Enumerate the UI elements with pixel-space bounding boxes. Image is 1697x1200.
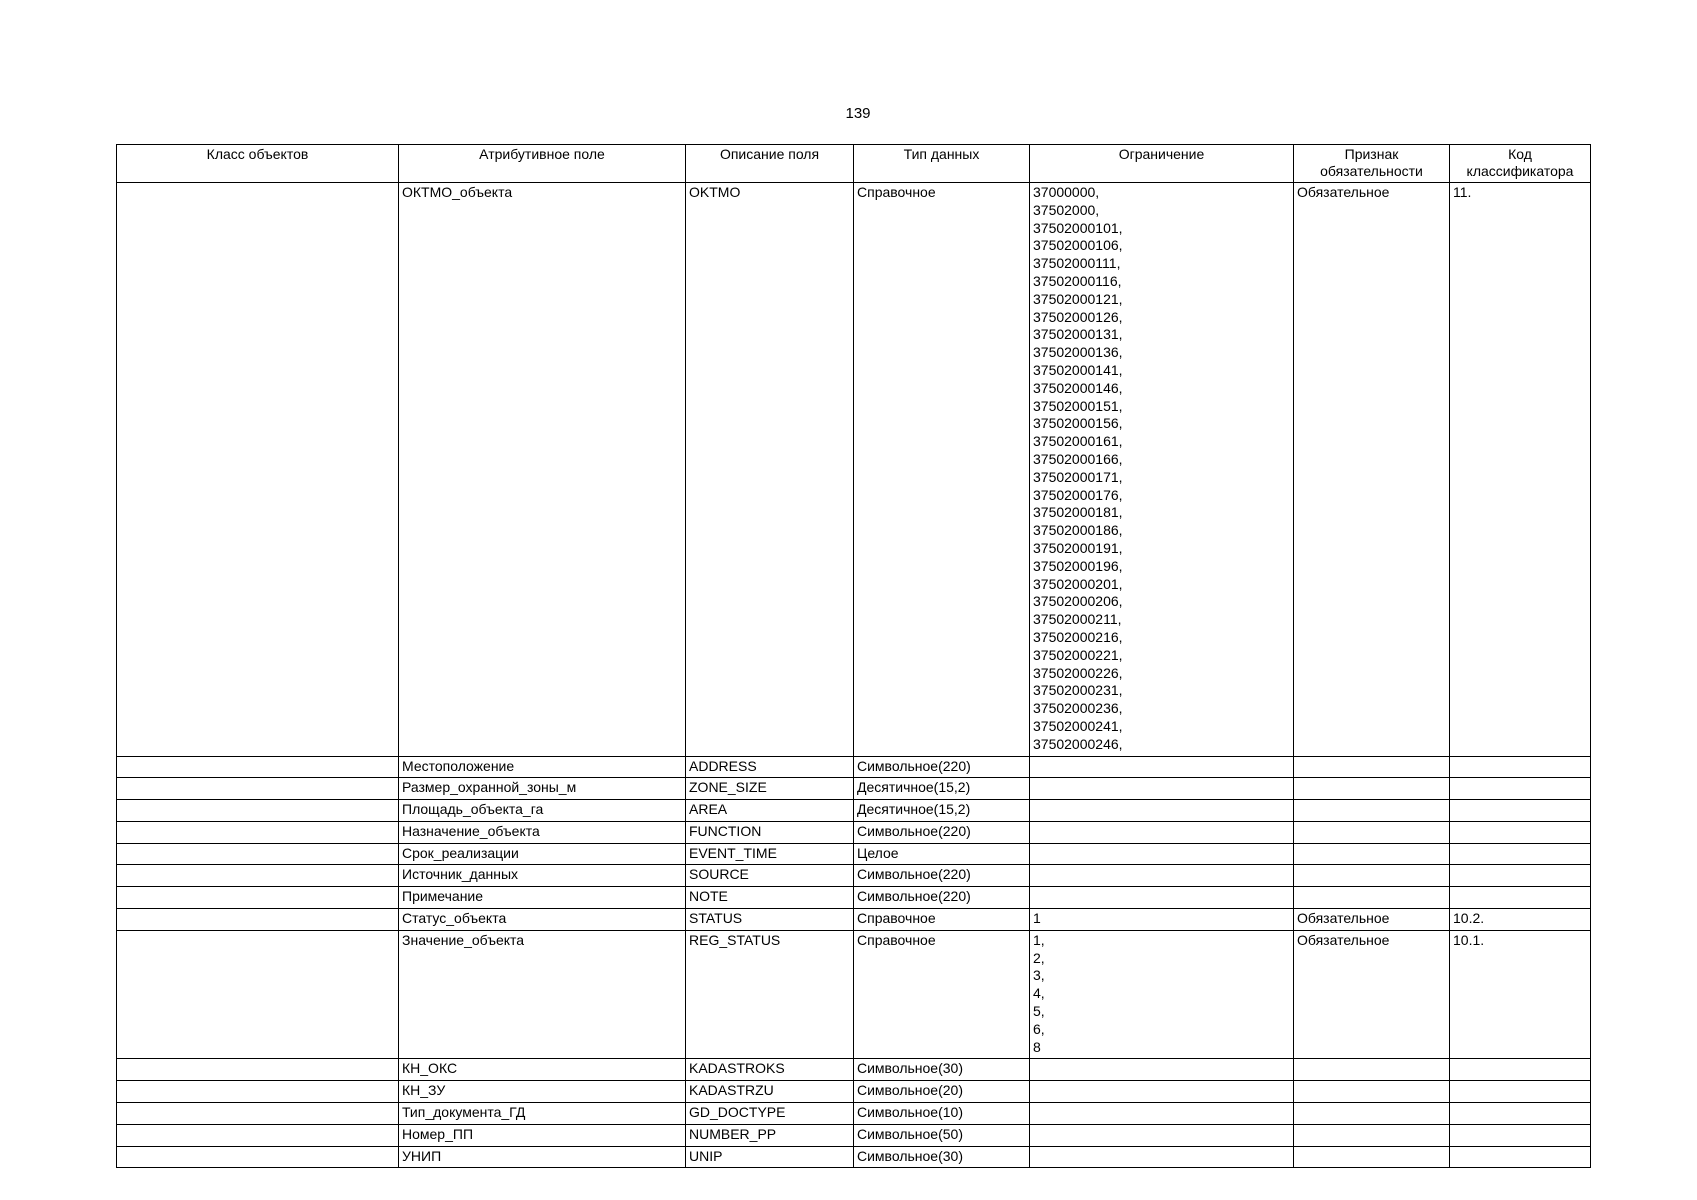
cell-classifier-code	[1450, 1081, 1591, 1103]
cell-classifier-code: 11.	[1450, 183, 1591, 757]
cell-attribute-field: Источник_данных	[399, 865, 686, 887]
cell-constraint	[1030, 1124, 1294, 1146]
cell-attribute-field: КН_ОКС	[399, 1059, 686, 1081]
cell-object-class	[117, 1124, 399, 1146]
cell-object-class	[117, 800, 399, 822]
cell-field-description: KADASTROKS	[686, 1059, 854, 1081]
cell-constraint	[1030, 843, 1294, 865]
table-row	[117, 1103, 1591, 1125]
cell-field-description: ADDRESS	[686, 756, 854, 778]
cell-required-flag	[1294, 865, 1450, 887]
cell-object-class	[117, 1059, 399, 1081]
cell-classifier-code: 10.2.	[1450, 909, 1591, 931]
cell-data-type: Символьное(220)	[854, 865, 1030, 887]
cell-object-class	[117, 1146, 399, 1168]
cell-classifier-code	[1450, 756, 1591, 778]
cell-object-class	[117, 865, 399, 887]
cell-classifier-code	[1450, 843, 1591, 865]
column-header-classifier-code: Код классификатора	[1450, 145, 1591, 183]
cell-object-class	[117, 1103, 399, 1125]
table-row	[117, 821, 1591, 843]
cell-data-type: Символьное(30)	[854, 1146, 1030, 1168]
cell-field-description: STATUS	[686, 909, 854, 931]
cell-constraint: 37000000, 37502000, 37502000101, 37502000106, 37502000111, 37502000116, 37502000121, 37502000126, 37502000131, 37502000136, 37502000141, 37502000146, 37502000151, 37502000156, 37502000161, 37502000166, 37502000171, 37502000176, 37502000181, 37502000186, 37502000191, 37502000196, 37502000201, 37502000206, 37502000211, 37502000216, 37502000221, 37502000226, 37502000231, 37502000236, 37502000241, 37502000246,	[1030, 183, 1294, 757]
cell-data-type: Десятичное(15,2)	[854, 800, 1030, 822]
table-header-row	[117, 145, 1591, 183]
cell-constraint	[1030, 778, 1294, 800]
cell-constraint	[1030, 865, 1294, 887]
cell-required-flag	[1294, 756, 1450, 778]
table-row	[117, 843, 1591, 865]
cell-attribute-field: Назначение_объекта	[399, 821, 686, 843]
cell-object-class	[117, 183, 399, 757]
table-row	[117, 1059, 1591, 1081]
cell-data-type: Символьное(220)	[854, 821, 1030, 843]
table-row	[117, 1124, 1591, 1146]
cell-attribute-field: УНИП	[399, 1146, 686, 1168]
cell-field-description: ZONE_SIZE	[686, 778, 854, 800]
column-header-data-type: Тип данных	[854, 145, 1030, 183]
cell-field-description: OKTMO	[686, 183, 854, 757]
cell-attribute-field: Срок_реализации	[399, 843, 686, 865]
cell-data-type: Символьное(220)	[854, 887, 1030, 909]
cell-required-flag: Обязательное	[1294, 930, 1450, 1059]
cell-field-description: FUNCTION	[686, 821, 854, 843]
cell-required-flag: Обязательное	[1294, 183, 1450, 757]
cell-attribute-field: ОКТМО_объекта	[399, 183, 686, 757]
cell-object-class	[117, 756, 399, 778]
cell-required-flag	[1294, 1146, 1450, 1168]
cell-data-type: Справочное	[854, 909, 1030, 931]
cell-required-flag	[1294, 800, 1450, 822]
cell-required-flag: Обязательное	[1294, 909, 1450, 931]
cell-constraint	[1030, 1059, 1294, 1081]
cell-field-description: NUMBER_PP	[686, 1124, 854, 1146]
cell-data-type: Символьное(50)	[854, 1124, 1030, 1146]
table-row	[117, 756, 1591, 778]
cell-field-description: SOURCE	[686, 865, 854, 887]
cell-classifier-code	[1450, 1124, 1591, 1146]
cell-field-description: AREA	[686, 800, 854, 822]
cell-object-class	[117, 843, 399, 865]
cell-data-type: Символьное(20)	[854, 1081, 1030, 1103]
table-row	[117, 183, 1591, 757]
cell-classifier-code	[1450, 887, 1591, 909]
attribute-table	[116, 144, 1591, 1168]
cell-field-description: EVENT_TIME	[686, 843, 854, 865]
cell-attribute-field: Значение_объекта	[399, 930, 686, 1059]
cell-constraint	[1030, 1146, 1294, 1168]
table-body	[117, 183, 1591, 1168]
table-row	[117, 1146, 1591, 1168]
cell-attribute-field: Площадь_объекта_га	[399, 800, 686, 822]
cell-attribute-field: Местоположение	[399, 756, 686, 778]
cell-object-class	[117, 1081, 399, 1103]
cell-data-type: Справочное	[854, 930, 1030, 1059]
table-row	[117, 778, 1591, 800]
cell-attribute-field: Номер_ПП	[399, 1124, 686, 1146]
cell-required-flag	[1294, 778, 1450, 800]
cell-attribute-field: Размер_охранной_зоны_м	[399, 778, 686, 800]
cell-object-class	[117, 821, 399, 843]
cell-classifier-code	[1450, 1146, 1591, 1168]
cell-data-type: Символьное(30)	[854, 1059, 1030, 1081]
cell-constraint	[1030, 821, 1294, 843]
cell-constraint: 1	[1030, 909, 1294, 931]
page-number: 139	[845, 105, 871, 122]
table-row	[117, 909, 1591, 931]
cell-attribute-field: Примечание	[399, 887, 686, 909]
cell-required-flag	[1294, 887, 1450, 909]
cell-data-type: Символьное(220)	[854, 756, 1030, 778]
cell-field-description: REG_STATUS	[686, 930, 854, 1059]
cell-classifier-code	[1450, 778, 1591, 800]
cell-data-type: Десятичное(15,2)	[854, 778, 1030, 800]
cell-attribute-field: Статус_объекта	[399, 909, 686, 931]
cell-classifier-code	[1450, 865, 1591, 887]
table-row	[117, 865, 1591, 887]
cell-required-flag	[1294, 1124, 1450, 1146]
cell-classifier-code	[1450, 800, 1591, 822]
cell-required-flag	[1294, 843, 1450, 865]
cell-constraint	[1030, 800, 1294, 822]
table-row	[117, 800, 1591, 822]
cell-classifier-code	[1450, 821, 1591, 843]
column-header-constraint: Ограничение	[1030, 145, 1294, 183]
cell-classifier-code	[1450, 1059, 1591, 1081]
cell-object-class	[117, 887, 399, 909]
cell-field-description: KADASTRZU	[686, 1081, 854, 1103]
table-row	[117, 1081, 1591, 1103]
cell-classifier-code: 10.1.	[1450, 930, 1591, 1059]
column-header-field-description: Описание поля	[686, 145, 854, 183]
cell-required-flag	[1294, 821, 1450, 843]
cell-classifier-code	[1450, 1103, 1591, 1125]
cell-required-flag	[1294, 1103, 1450, 1125]
cell-constraint: 1, 2, 3, 4, 5, 6, 8	[1030, 930, 1294, 1059]
table-row	[117, 930, 1591, 1059]
cell-constraint	[1030, 887, 1294, 909]
cell-constraint	[1030, 756, 1294, 778]
cell-data-type: Целое	[854, 843, 1030, 865]
cell-field-description: GD_DOCTYPE	[686, 1103, 854, 1125]
cell-constraint	[1030, 1103, 1294, 1125]
cell-attribute-field: Тип_документа_ГД	[399, 1103, 686, 1125]
column-header-attribute-field: Атрибутивное поле	[399, 145, 686, 183]
cell-constraint	[1030, 1081, 1294, 1103]
cell-required-flag	[1294, 1081, 1450, 1103]
cell-field-description: NOTE	[686, 887, 854, 909]
cell-data-type: Справочное	[854, 183, 1030, 757]
cell-object-class	[117, 778, 399, 800]
cell-object-class	[117, 909, 399, 931]
cell-data-type: Символьное(10)	[854, 1103, 1030, 1125]
column-header-object-class: Класс объектов	[117, 145, 399, 183]
column-header-required-flag: Признак обязательности	[1294, 145, 1450, 183]
cell-object-class	[117, 930, 399, 1059]
cell-required-flag	[1294, 1059, 1450, 1081]
cell-field-description: UNIP	[686, 1146, 854, 1168]
cell-attribute-field: КН_ЗУ	[399, 1081, 686, 1103]
table-row	[117, 887, 1591, 909]
